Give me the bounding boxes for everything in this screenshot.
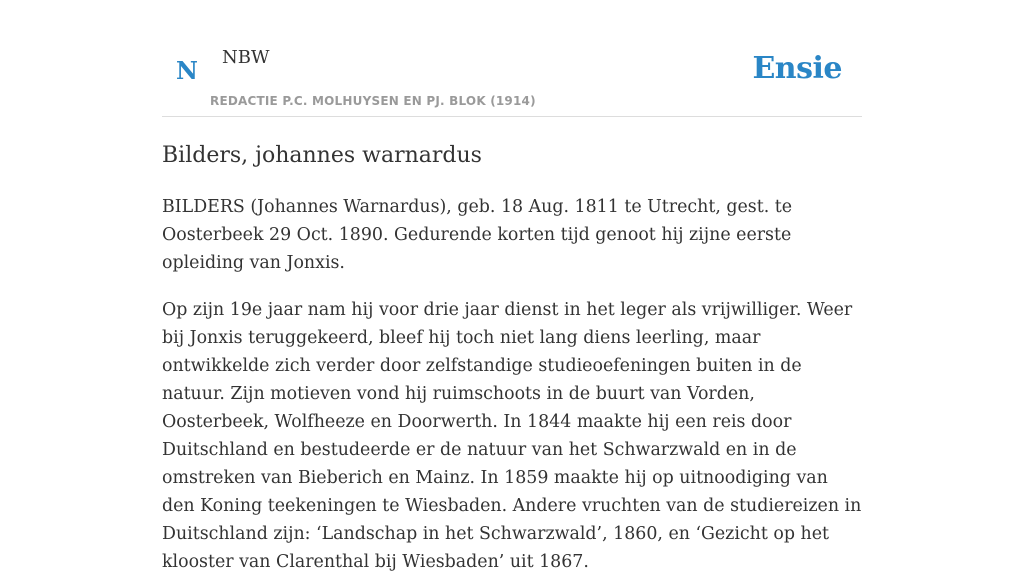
ensie-logo-link[interactable]: Ensie: [752, 51, 842, 86]
source-header: [162, 0, 862, 117]
article-page: [162, 0, 862, 572]
source-name-link[interactable]: NBW: [222, 47, 270, 68]
source-subtitle: REDACTIE P.C. MOLHUYSEN EN PJ. BLOK (1914): [210, 94, 536, 108]
article-paragraph: BILDERS (Johannes Warnardus), geb. 18 Aug. 1811 te Utrecht, gest. te Oosterbeek 29 Oct. 1890. Gedurende korten tijd genoot hij zijne eerste opleiding van Jonxis.: [162, 197, 793, 273]
article-paragraph: Op zijn 19e jaar nam hij voor drie jaar dienst in het leger als vrijwilliger. Weer bij Jonxis teruggekeerd, bleef hij toch niet lang diens leerling, maar ontwikkelde zich verder door zelfstandige studieoefeningen buiten in de natuur. Zijn motieven vond hij ruimschoots in de buurt van Vorden, Oosterbeek, Wolfheeze en Doorwerth. In 1844 maakte hij een reis door Duitschland en bestudeerde er de natuur van het Schwarzwald en in de omstreken van Bieberich en Mainz. In 1859 maakte hij op uitnoodiging van den Koning teekeningen te Wiesbaden. Andere vruchten van de studiereizen in Duitschland zijn: ‘Landschap in het Schwarzwald’, 1860, en ‘Gezicht op het klooster van Clarenthal bij Wiesbaden’ uit 1867.: [162, 300, 862, 572]
source-logo[interactable]: N: [176, 56, 198, 85]
article-title: Bilders, johannes warnardus: [162, 143, 482, 168]
